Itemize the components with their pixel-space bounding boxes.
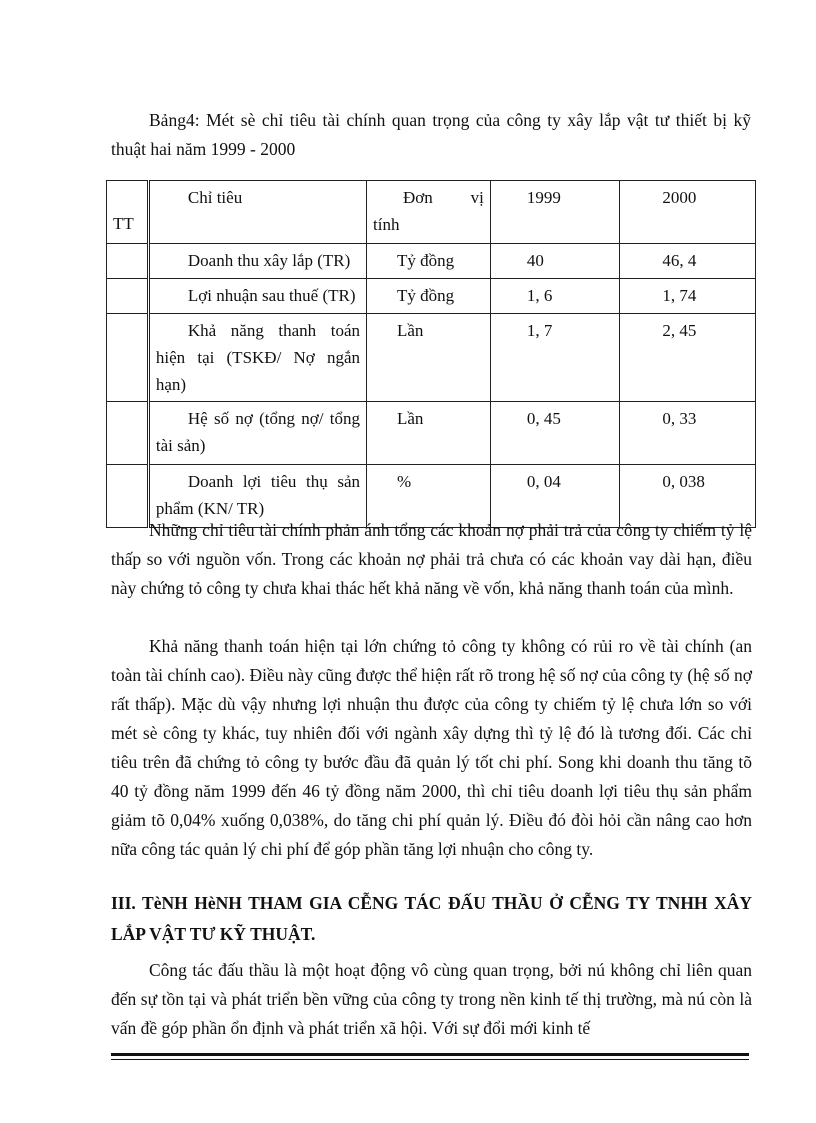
table-row [107,314,756,402]
row-unit: % [367,465,491,528]
row-value-2000: 0, 038 [620,465,756,528]
row-unit: Lần [367,314,491,402]
table-row [107,279,756,314]
row-unit: Tỷ đồng [367,279,491,314]
row-name-cell [148,314,366,402]
paragraph-1: Những chỉ tiêu tài chính phản ánh tổng các khoản nợ phải trả của công ty chiếm tỷ lệ thấp so với nguồn vốn. Trong các khoản nợ phải trả chưa có các khoản vay dài hạn, điều này chứng tỏ công ty chưa khai thác hết khả năng về vốn, khả năng thanh toán của mình. [111,520,752,598]
footer-rule-thin [111,1059,749,1060]
row-unit: Lần [367,402,491,465]
table-caption: Bảng4: Mét sè chỉ tiêu tài chính quan trọng của công ty xây lắp vật tư thiết bị kỹ thuật hai năm 1999 - 2000 [111,109,751,159]
row-name: Lợi nhuận sau thuế (TR) [187,286,356,305]
header-unit-b: vị [470,188,484,207]
row-value-1999: 0, 45 [490,402,620,465]
header-name: Chỉ tiêu [187,188,243,207]
paragraph-3: Công tác đấu thầu là một hoạt động vô cùng quan trọng, bởi nú không chỉ liên quan đến sự tồn tại và phát triển bền vững của công ty trong nền kinh tế thị trường, mà nú còn là vấn đề góp phần ổn định và phát triển xã hội. Với sự đổi mới kinh tế [111,960,752,1038]
row-tt [107,244,149,279]
paragraph-2: Khả năng thanh toán hiện tại lớn chứng tỏ công ty không có rủi ro về tài chính (an toàn tài chính cao). Điều này cũng được thể hiện rất rõ trong hệ số nợ của công ty (hệ số nợ rất thấp). Mặc dù vậy nhưng lợi nhuận thu được của công ty chiếm tỷ lệ chưa lớn so với mét sè công ty khác, tuy nhiên đối với ngành xây dựng thì tỷ lệ đó là tương đối. Các chỉ tiêu trên đã chứng tỏ công ty bước đầu đã quản lý tốt chi phí. Song khi doanh thu tăng tõ 40 tỷ đồng năm 1999 đến 46 tỷ đồng năm 2000, thì chỉ tiêu doanh lợi tiêu thụ sản phẩm giảm tõ 0,04% xuống 0,038%, do tăng chi phí quản lý. Điều đó đòi hỏi cần nâng cao hơn nữa công tác quản lý chi phí để góp phần tăng lợi nhuận cho công ty. [111,636,752,859]
header-tt-cell [107,181,149,244]
header-year-2000: 2000 [620,181,756,244]
row-value-1999: 0, 04 [490,465,620,528]
row-name: Doanh thu xây lắp (TR) [187,251,351,270]
financial-indicators-table [106,180,756,528]
row-tt [107,314,149,402]
row-name: Doanh lợi tiêu thụ sản phẩm (KN/ TR) [155,472,360,518]
row-tt [107,402,149,465]
row-value-1999: 40 [490,244,620,279]
table-row [107,402,756,465]
table-header-row [107,181,756,244]
table-row [107,244,756,279]
row-value-2000: 46, 4 [620,244,756,279]
header-tt: TT [113,214,134,233]
header-year-1999: 1999 [490,181,620,244]
section-heading: III. TèNH HèNH THAM GIA CỄNG TÁC ĐẤU THẦU Ở CỄNG TY TNHH XÂY LẮP VẬT TƯ KỸ THUẬT. [111,893,752,944]
header-unit-c: tính [373,215,400,234]
row-name: Khả năng thanh toán hiện tại (TSKĐ/ Nợ ngắn hạn) [155,321,360,394]
row-value-1999: 1, 7 [490,314,620,402]
row-value-2000: 1, 74 [620,279,756,314]
row-value-2000: 2, 45 [620,314,756,402]
row-name-cell [148,402,366,465]
row-value-2000: 0, 33 [620,402,756,465]
row-name-cell [148,279,366,314]
row-value-1999: 1, 6 [490,279,620,314]
row-name-cell [148,244,366,279]
header-name-cell [148,181,366,244]
row-tt [107,279,149,314]
footer-rule-thick [111,1053,749,1056]
row-unit: Tỷ đồng [367,244,491,279]
header-unit-cell [367,181,491,244]
header-unit-a: Đơn [403,188,433,207]
row-name: Hệ số nợ (tổng nợ/ tổng tài sản) [155,409,360,455]
